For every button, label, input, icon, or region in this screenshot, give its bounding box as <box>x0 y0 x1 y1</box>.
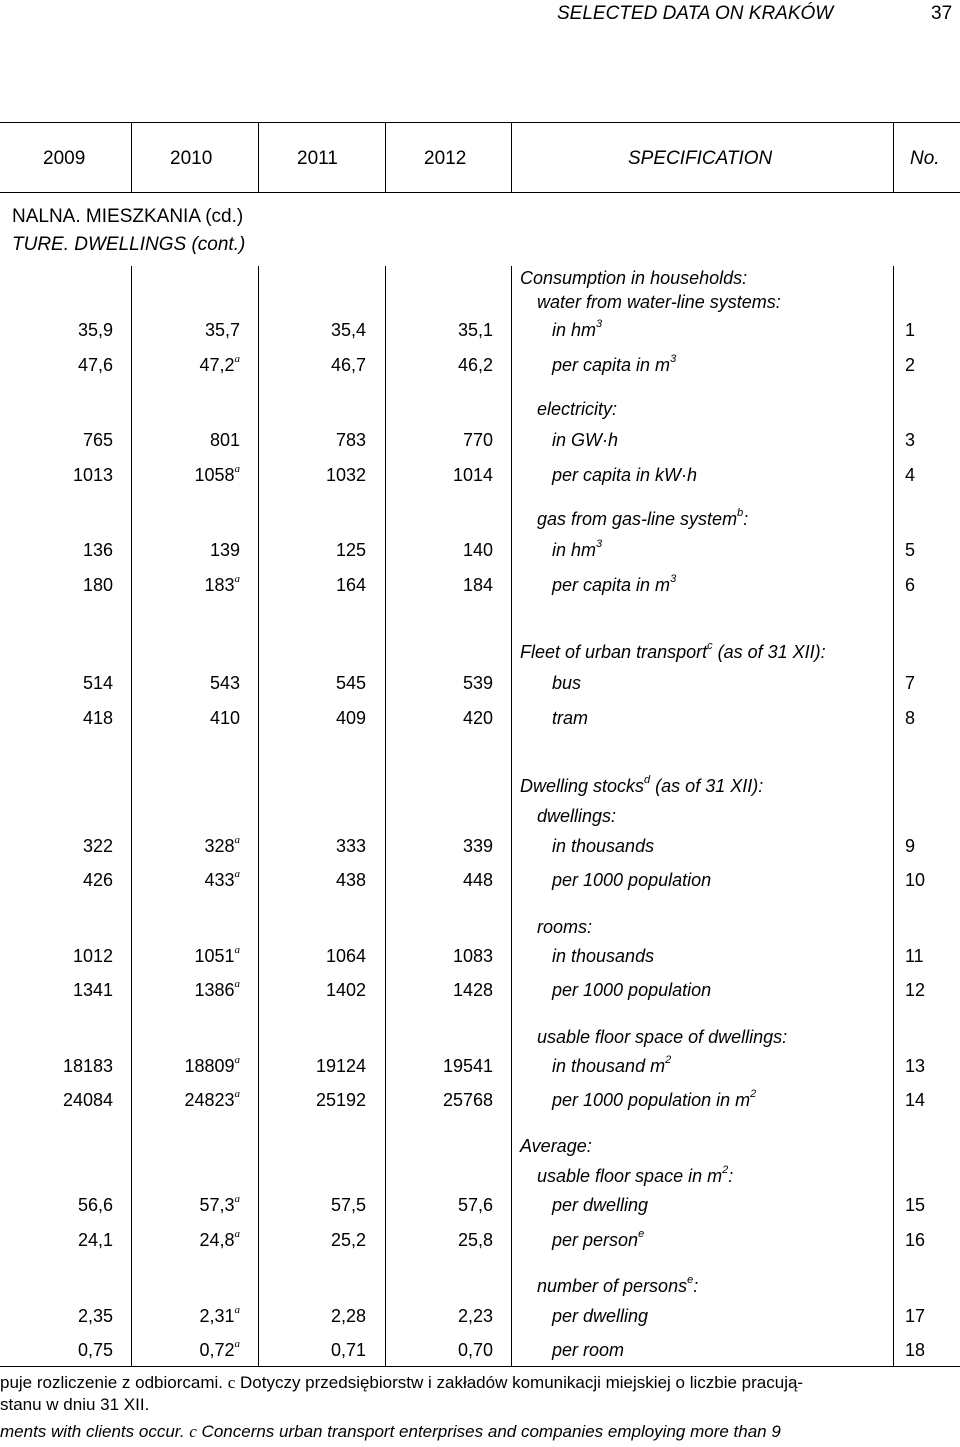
footnote-marker: a <box>234 463 240 475</box>
cell-value: 19124 <box>315 1056 366 1076</box>
cell-value: 1051$^a$ <box>194 944 240 966</box>
col-sep <box>385 122 386 193</box>
cell-value: 35,7 <box>204 320 240 340</box>
cell-value: 35,4 <box>330 320 366 340</box>
row-number: 16 <box>905 1230 926 1250</box>
cell-value: 322 <box>82 836 113 856</box>
table-row <box>0 703 960 733</box>
row-number: 1 <box>905 320 916 340</box>
table-row <box>0 668 960 698</box>
cell-value: 1032 <box>325 465 366 485</box>
cell-value: 1012 <box>72 946 113 966</box>
footnote-marker: a <box>234 868 240 880</box>
table-row <box>0 425 960 455</box>
cell-value: 539 <box>462 673 493 693</box>
row-number: 10 <box>905 870 926 890</box>
cell-value: 783 <box>335 430 366 450</box>
row-number: 6 <box>905 575 916 595</box>
row-label: in GW·h <box>552 430 619 450</box>
cell-value: 514 <box>82 673 113 693</box>
row-number: 15 <box>905 1195 926 1215</box>
table-row <box>0 865 960 895</box>
table-row <box>0 1051 960 1081</box>
cell-value: 2,35 <box>77 1306 113 1326</box>
group-heading: dwellings: <box>537 806 617 826</box>
row-label: in thousands <box>552 836 655 856</box>
group-heading: electricity: <box>537 399 618 419</box>
group-heading: water from water-line systems: <box>537 292 781 312</box>
row-number: 14 <box>905 1090 926 1110</box>
section-title-pl: NALNA. MIESZKANIA (cd.) <box>12 206 244 227</box>
table-row <box>0 1225 960 1255</box>
cell-value: 47,2$^a$ <box>199 353 240 375</box>
cell-value: 184 <box>462 575 493 595</box>
footnote-marker: a <box>234 834 240 846</box>
row-label: in $hm^3$ <box>552 318 603 340</box>
cell-value: 24,8$^a$ <box>199 1228 240 1250</box>
cell-value: 1064 <box>325 946 366 966</box>
row-number: 9 <box>905 836 916 856</box>
cell-value: 35,9 <box>77 320 113 340</box>
cell-value: 0,70 <box>457 1340 493 1360</box>
cell-value: 433$^a$ <box>204 868 240 890</box>
table-row <box>0 315 960 345</box>
cell-value: 140 <box>462 540 493 560</box>
cell-value: 57,3$^a$ <box>199 1193 240 1215</box>
cell-value: 56,6 <box>77 1195 113 1215</box>
cell-value: 57,6 <box>457 1195 493 1215</box>
header-bottom-rule <box>0 192 960 193</box>
footnote-marker: a <box>234 1304 240 1316</box>
footnote-pl-line2: stanu w dniu 31 XII. <box>0 1395 150 1414</box>
col-header-2011: 2011 <box>297 148 338 169</box>
table-row <box>0 570 960 600</box>
footnote-marker: a <box>234 944 240 956</box>
cell-value: 1014 <box>452 465 493 485</box>
footnote-marker: a <box>234 353 240 365</box>
cell-value: 765 <box>82 430 113 450</box>
footnote-marker: a <box>234 1228 240 1240</box>
group-heading: rooms: <box>537 917 593 937</box>
cell-value: 1341 <box>72 980 113 1000</box>
row-number: 12 <box>905 980 926 1000</box>
group-heading: number of persons$^e$: <box>537 1274 699 1296</box>
col-header-2010: 2010 <box>170 148 213 169</box>
row-number: 13 <box>905 1056 926 1076</box>
cell-value: 139 <box>209 540 240 560</box>
cell-value: 25192 <box>315 1090 366 1110</box>
cell-value: 1386$^a$ <box>194 978 240 1000</box>
cell-value: 339 <box>462 836 493 856</box>
cell-value: 19541 <box>442 1056 493 1076</box>
row-label: per dwelling <box>552 1306 649 1326</box>
footnote-rule <box>0 1366 960 1367</box>
cell-value: 770 <box>462 430 493 450</box>
col-header-2012: 2012 <box>424 148 467 169</box>
row-number: 11 <box>905 946 924 966</box>
cell-value: 1428 <box>452 980 493 1000</box>
group-heading: Average: <box>520 1136 592 1156</box>
row-label: per capita in kW·h <box>552 465 698 485</box>
footnote-en-line1: ments with clients occur. c Concerns urban transport enterprises and companies employing more than 9 <box>0 1422 781 1441</box>
cell-value: 801 <box>209 430 240 450</box>
row-number: 2 <box>905 355 916 375</box>
col-sep <box>511 122 512 193</box>
table-row <box>0 975 960 1005</box>
cell-value: 25,8 <box>457 1230 493 1250</box>
col-sep <box>893 122 894 193</box>
cell-value: 24823$^a$ <box>184 1088 240 1110</box>
row-number: 3 <box>905 430 916 450</box>
row-label: in thousands <box>552 946 655 966</box>
cell-value: 18183 <box>62 1056 113 1076</box>
cell-value: 25768 <box>442 1090 493 1110</box>
cell-value: 125 <box>335 540 366 560</box>
table-row <box>0 535 960 565</box>
cell-value: 328$^a$ <box>204 834 240 856</box>
cell-value: 47,6 <box>77 355 113 375</box>
col-header-specification: SPECIFICATION <box>628 148 773 169</box>
cell-value: 2,31$^a$ <box>199 1304 240 1326</box>
table-row <box>0 1085 960 1115</box>
cell-value: 426 <box>82 870 113 890</box>
col-sep <box>131 122 132 193</box>
cell-value: 543 <box>209 673 240 693</box>
row-label: per 1000 population <box>552 870 712 890</box>
row-label: tram <box>552 708 588 728</box>
cell-value: 2,23 <box>457 1306 493 1326</box>
cell-value: 0,72$^a$ <box>199 1338 240 1360</box>
cell-value: 2,28 <box>330 1306 366 1326</box>
section-title-en: TURE. DWELLINGS (cont.) <box>12 234 246 255</box>
col-header-no: No. <box>910 148 940 169</box>
cell-value: 448 <box>462 870 493 890</box>
row-label: per dwelling <box>552 1195 649 1215</box>
row-label: per capita in $m^3$ <box>552 353 677 375</box>
footnote-marker: a <box>234 1054 240 1066</box>
group-heading: Dwelling stocks$^d$ (as of 31 XII): <box>520 774 764 796</box>
footnote-marker: a <box>234 1193 240 1205</box>
cell-value: 409 <box>335 708 366 728</box>
table-row <box>0 1190 960 1220</box>
row-label: per room <box>552 1340 625 1360</box>
cell-value: 410 <box>209 708 240 728</box>
cell-value: 25,2 <box>330 1230 366 1250</box>
table-row <box>0 460 960 490</box>
table-row <box>0 1335 960 1365</box>
cell-value: 1402 <box>325 980 366 1000</box>
footnote-marker: a <box>234 978 240 990</box>
cell-value: 24084 <box>62 1090 113 1110</box>
cell-value: 0,75 <box>77 1340 113 1360</box>
row-label: in thousand $m^2$ <box>552 1054 672 1076</box>
row-number: 18 <box>905 1340 926 1360</box>
row-number: 5 <box>905 540 916 560</box>
cell-value: 418 <box>82 708 113 728</box>
row-label: per capita in $m^3$ <box>552 573 677 595</box>
cell-value: 545 <box>335 673 366 693</box>
cell-value: 35,1 <box>457 320 493 340</box>
cell-value: 57,5 <box>330 1195 366 1215</box>
group-heading: usable floor space of dwellings: <box>537 1027 788 1047</box>
cell-value: 0,71 <box>330 1340 366 1360</box>
group-heading: Consumption in households: <box>520 268 748 288</box>
footnote-marker: a <box>234 573 240 585</box>
table-row <box>0 350 960 380</box>
cell-value: 46,2 <box>457 355 493 375</box>
cell-value: 420 <box>462 708 493 728</box>
cell-value: 183$^a$ <box>204 573 240 595</box>
group-heading: gas from gas-line system$^b$: <box>537 507 749 529</box>
cell-value: 438 <box>335 870 366 890</box>
footnote-marker: a <box>234 1338 240 1350</box>
cell-value: 1013 <box>72 465 113 485</box>
row-label: in $hm^3$ <box>552 538 603 560</box>
row-number: 8 <box>905 708 916 728</box>
cell-value: 333 <box>335 836 366 856</box>
cell-value: 136 <box>82 540 113 560</box>
cell-value: 18809$^a$ <box>184 1054 240 1076</box>
col-header-2009: 2009 <box>43 148 86 169</box>
cell-value: 164 <box>335 575 366 595</box>
row-label: per 1000 population in $m^2$ <box>552 1088 757 1110</box>
row-label: per 1000 population <box>552 980 712 1000</box>
col-sep <box>258 122 259 193</box>
cell-value: 1058$^a$ <box>194 463 240 485</box>
group-heading: usable floor space in $m^2$: <box>537 1164 734 1186</box>
row-label: per person$^e$ <box>552 1228 645 1250</box>
table-row <box>0 831 960 861</box>
cell-value: 46,7 <box>330 355 366 375</box>
row-number: 17 <box>905 1306 926 1326</box>
row-number: 4 <box>905 465 916 485</box>
header-top-rule <box>0 122 960 123</box>
row-label: bus <box>552 673 582 693</box>
cell-value: 180 <box>82 575 113 595</box>
page-header-title: SELECTED DATA ON KRAKÓW <box>557 3 834 24</box>
footnote-marker: a <box>234 1088 240 1100</box>
row-number: 7 <box>905 673 916 693</box>
page-number: 37 <box>931 3 953 24</box>
footnote-pl-line1: puje rozliczenie z odbiorcami. c Dotyczy przedsiębiorstw i zakładów komunikacji miejskiej o liczbie pracują- <box>0 1373 804 1392</box>
cell-value: 1083 <box>452 946 493 966</box>
cell-value: 24,1 <box>77 1230 113 1250</box>
group-heading: Fleet of urban transport$^c$ (as of 31 XII): <box>520 640 826 662</box>
table-row <box>0 1301 960 1331</box>
table-row <box>0 941 960 971</box>
